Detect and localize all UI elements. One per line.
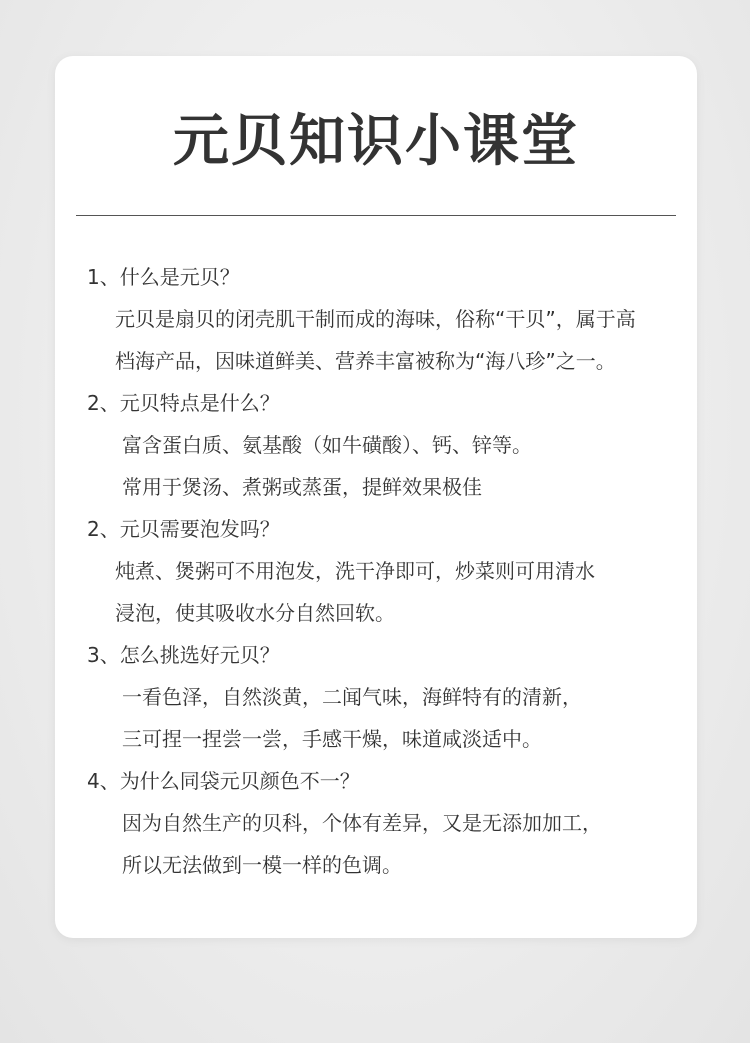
answer-5-line-1: 因为自然生产的贝科，个体有差异，又是无添加加工， bbox=[122, 811, 602, 835]
question-2: 2、元贝特点是什么？ bbox=[87, 391, 280, 415]
answer-3-line-1: 炖煮、煲粥可不用泡发，洗干净即可，炒菜则可用清水 bbox=[115, 559, 595, 583]
answer-1-line-1: 元贝是扇贝的闭壳肌干制而成的海味，俗称“干贝”，属于高 bbox=[115, 307, 636, 331]
question-4: 3、怎么挑选好元贝？ bbox=[87, 643, 280, 667]
title-divider bbox=[76, 215, 676, 216]
question-3: 2、元贝需要泡发吗？ bbox=[87, 517, 280, 541]
answer-4-line-1: 一看色泽，自然淡黄，二闻气味，海鲜特有的清新， bbox=[122, 685, 582, 709]
answer-1-line-2: 档海产品，因味道鲜美、营养丰富被称为“海八珍”之一。 bbox=[115, 349, 616, 373]
content-card bbox=[55, 56, 697, 938]
faq-list bbox=[87, 256, 677, 886]
page-title: 元贝知识小课堂 bbox=[173, 109, 579, 174]
answer-4-line-2: 三可捏一捏尝一尝，手感干燥，味道咸淡适中。 bbox=[122, 727, 542, 751]
answer-2-line-1: 富含蛋白质、氨基酸（如牛磺酸）、钙、锌等。 bbox=[122, 433, 532, 457]
question-5: 4、为什么同袋元贝颜色不一？ bbox=[87, 769, 360, 793]
answer-3-line-2: 浸泡，使其吸收水分自然回软。 bbox=[115, 601, 395, 625]
answer-5-line-2: 所以无法做到一模一样的色调。 bbox=[122, 853, 402, 877]
answer-2-line-2: 常用于煲汤、煮粥或蒸蛋，提鲜效果极佳 bbox=[122, 475, 482, 499]
question-1: 1、什么是元贝？ bbox=[87, 265, 240, 289]
